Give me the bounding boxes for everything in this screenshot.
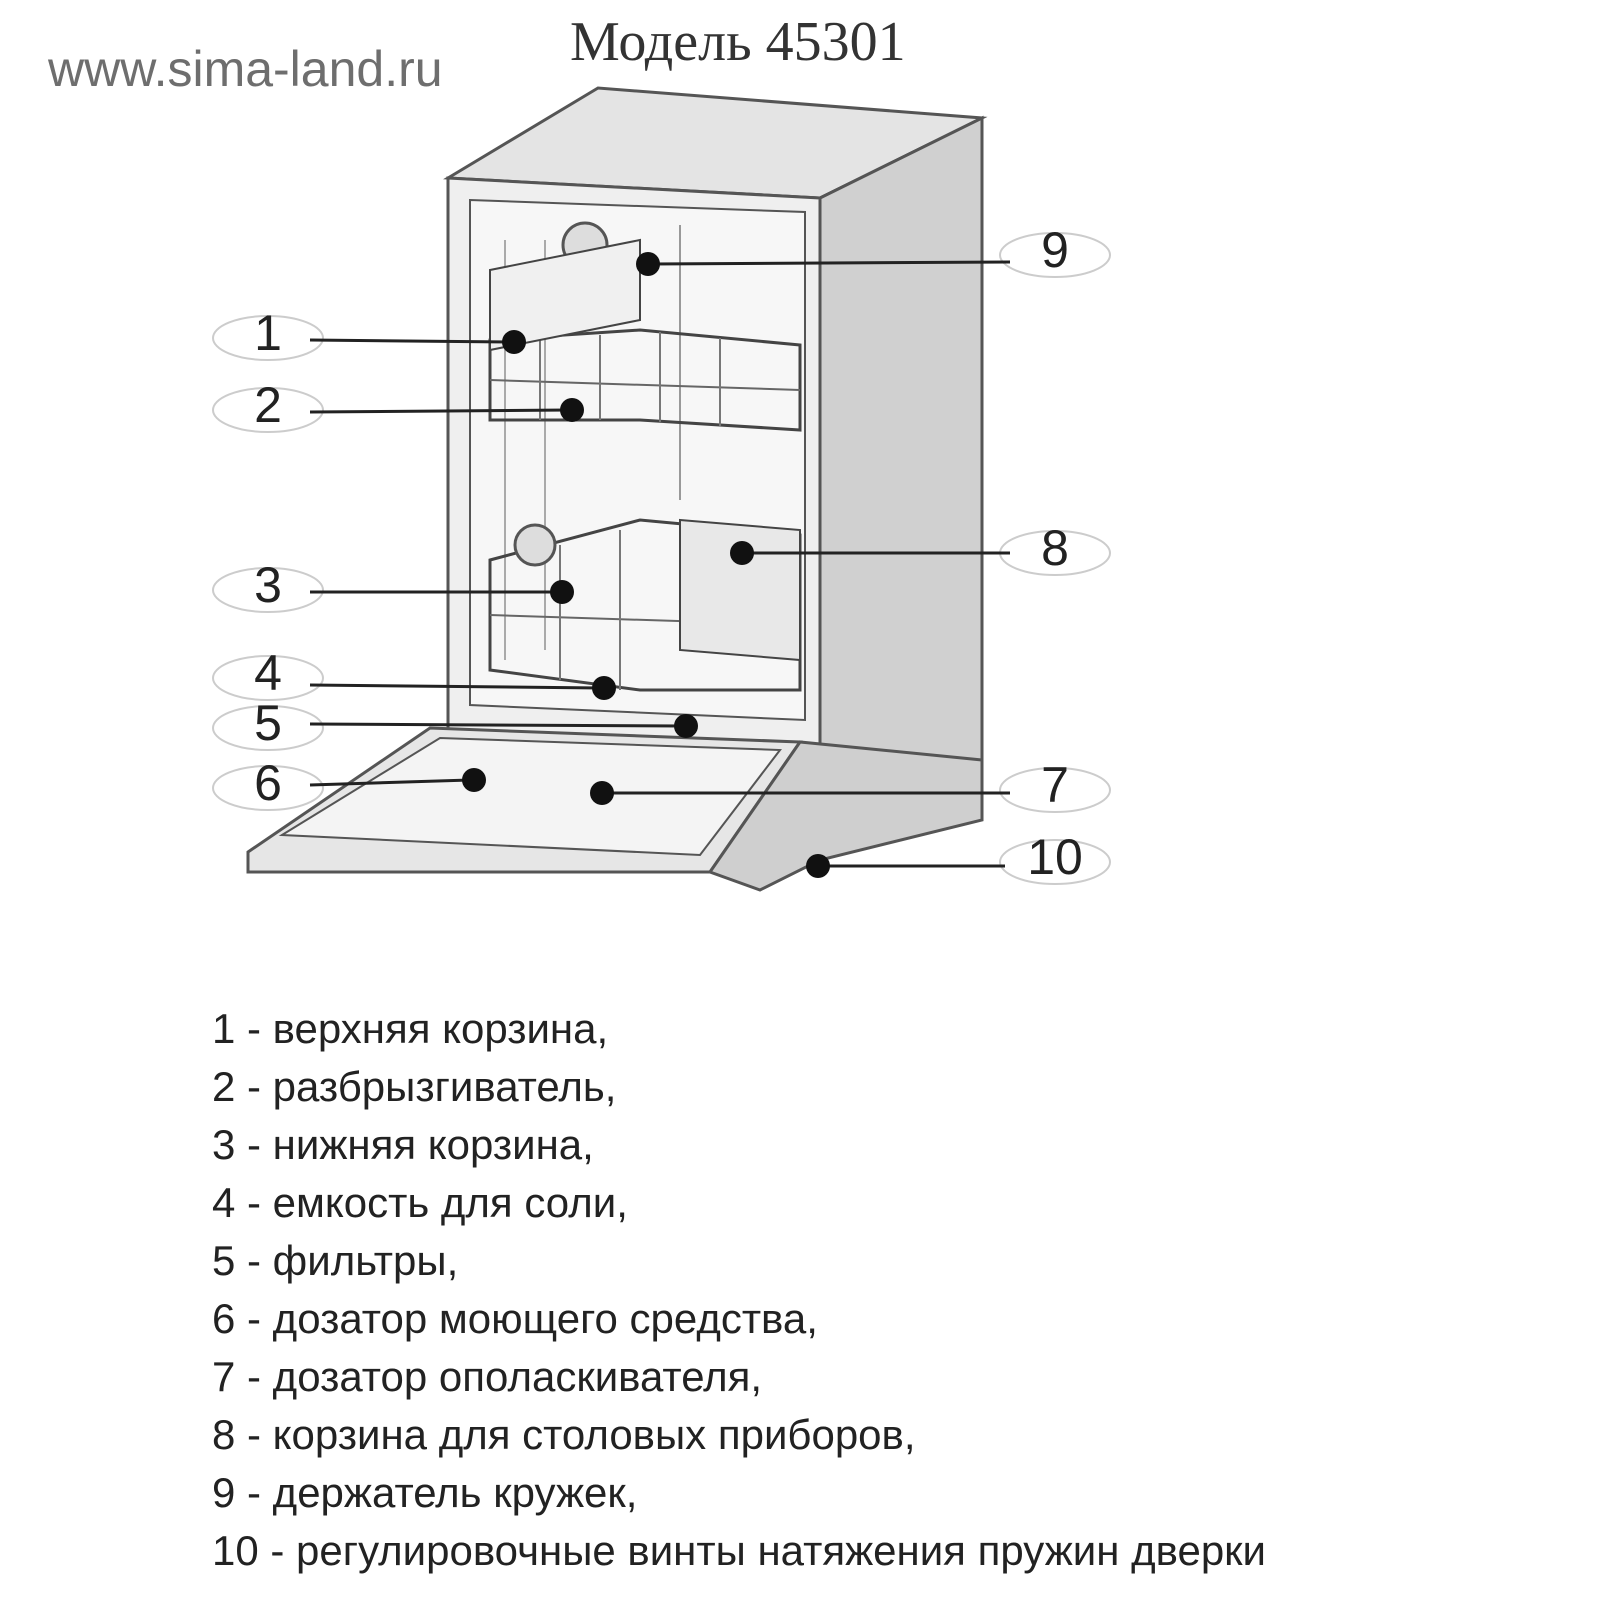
legend-item: 1 - верхняя корзина, <box>212 1005 609 1052</box>
dishwasher-illustration <box>248 88 982 890</box>
watermark: www.sima-land.ru <box>48 41 443 97</box>
callout-2-number: 2 <box>254 377 282 433</box>
legend-item: 9 - держатель кружек, <box>212 1469 638 1516</box>
callout-9-number: 9 <box>1041 222 1069 278</box>
legend-item: 4 - емкость для соли, <box>212 1179 628 1226</box>
legend-item: 6 - дозатор моющего средства, <box>212 1295 818 1342</box>
legend-item: 7 - дозатор ополаскивателя, <box>212 1353 763 1400</box>
legend-item: 10 - регулировочные винты натяжения пружин дверки <box>212 1527 1267 1574</box>
callout-10-number: 10 <box>1027 829 1083 885</box>
parts-legend <box>212 1000 1266 1580</box>
legend-item: 8 - корзина для столовых приборов, <box>212 1411 916 1458</box>
legend-item: 2 - разбрызгиватель, <box>212 1063 617 1110</box>
legend-item: 3 - нижняя корзина, <box>212 1121 594 1168</box>
legend-item: 5 - фильтры, <box>212 1237 459 1284</box>
callout-3-number: 3 <box>254 557 282 613</box>
callout-7-number: 7 <box>1041 757 1069 813</box>
callout-6-number: 6 <box>254 755 282 811</box>
callout-5-number: 5 <box>254 695 282 751</box>
callout-1-number: 1 <box>254 305 282 361</box>
model-title: Модель 45301 <box>570 11 906 73</box>
callout-8-number: 8 <box>1041 520 1069 576</box>
callout-4-number: 4 <box>254 645 282 701</box>
